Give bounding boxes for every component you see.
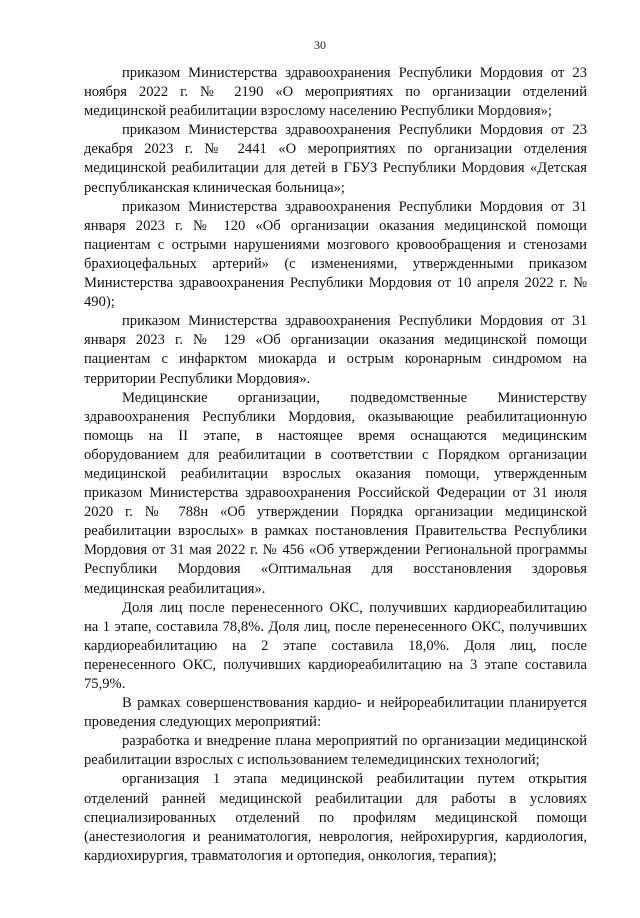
page-number: 30 (314, 38, 326, 52)
paragraph-order-2190: приказом Министерства здравоохранения Республики Мордовия от 23 ноября 2022 г. № 2190 «О мероприятиях по организации отделений медицинской реабилитации взрослому населению Республики Мордовия»; (84, 65, 587, 120)
paragraph-planned-measures: В рамках совершенствования кардио- и нейрореабилитации планируется проведения следующих мероприятий: (84, 695, 587, 731)
paragraph-medical-organizations: Медицинские организации, подведомственные Министерству здравоохранения Республики Мордовия, оказывающие реабилитационную помощь на II этапе, в настоящее время оснащаются медицинским оборудованием для реабилитации в соответствии с Порядком организации медицинской реабилитации взрослых оказания помощи, утвержденным приказом Министерства здравоохранения Российской Федерации от 31 июля 2020 г. № 788н «Об утверждении Порядка организации медицинской реабилитации взрослых» в рамках постановления Правительства Республики Мордовия от 31 мая 2022 г. № 456 «Об утверждении Региональной программы Республики Мордовия «Оптимальная для восстановления здоровья медицинская реабилитация». (84, 389, 587, 597)
paragraph-order-129: приказом Министерства здравоохранения Республики Мордовия от 31 января 2023 г. № 129 «Об организации оказания медицинской помощи пациентам с инфарктом миокарда и острым коронарным синдромом на территории Республики Мордовия». (84, 313, 587, 387)
paragraph-order-120: приказом Министерства здравоохранения Республики Мордовия от 31 января 2023 г. № 120 «Об организации оказания медицинской помощи пациентам с острыми нарушениями мозгового кровообращения и стенозами брахиоцефальных артерий» (с изменениями, утвержденными приказом Министерства здравоохранения Республики Мордовия от 10 апреля 2022 г. № 490); (84, 198, 587, 311)
paragraph-order-2441: приказом Министерства здравоохранения Республики Мордовия от 23 декабря 2023 г. № 2441 «О мероприятиях по организации отделения медицинской реабилитации для детей в ГБУЗ Республики Мордовия «Детская республиканская клиническая больница»; (84, 122, 587, 196)
paragraph-oks-share: Доля лиц после перенесенного ОКС, получивших кардиореабилитацию на 1 этапе, составила 78,8%. Доля лиц, после перенесенного ОКС, получивших кардиореабилитацию на 2 этапе составила 18,0%. Доля лиц, после перенесенного ОКС, получивших кардиореабилитацию на 3 этапе составила 75,9%. (84, 599, 587, 692)
document-body (84, 64, 587, 866)
list-item-telemedicine-plan: разработка и внедрение плана мероприятий по организации медицинской реабилитации взрослых с использованием телемедицинских технологий; (84, 733, 587, 769)
list-item-early-rehabilitation: организация 1 этапа медицинской реабилитации путем открытия отделений ранней медицинской реабилитации для работы в условиях специализированных отделений по профилям медицинской помощи (анестезиология и реаниматология, неврология, нейрохирургия, кардиология, кардиохирургия, травматология и ортопедия, онкология, терапия); (84, 771, 587, 864)
